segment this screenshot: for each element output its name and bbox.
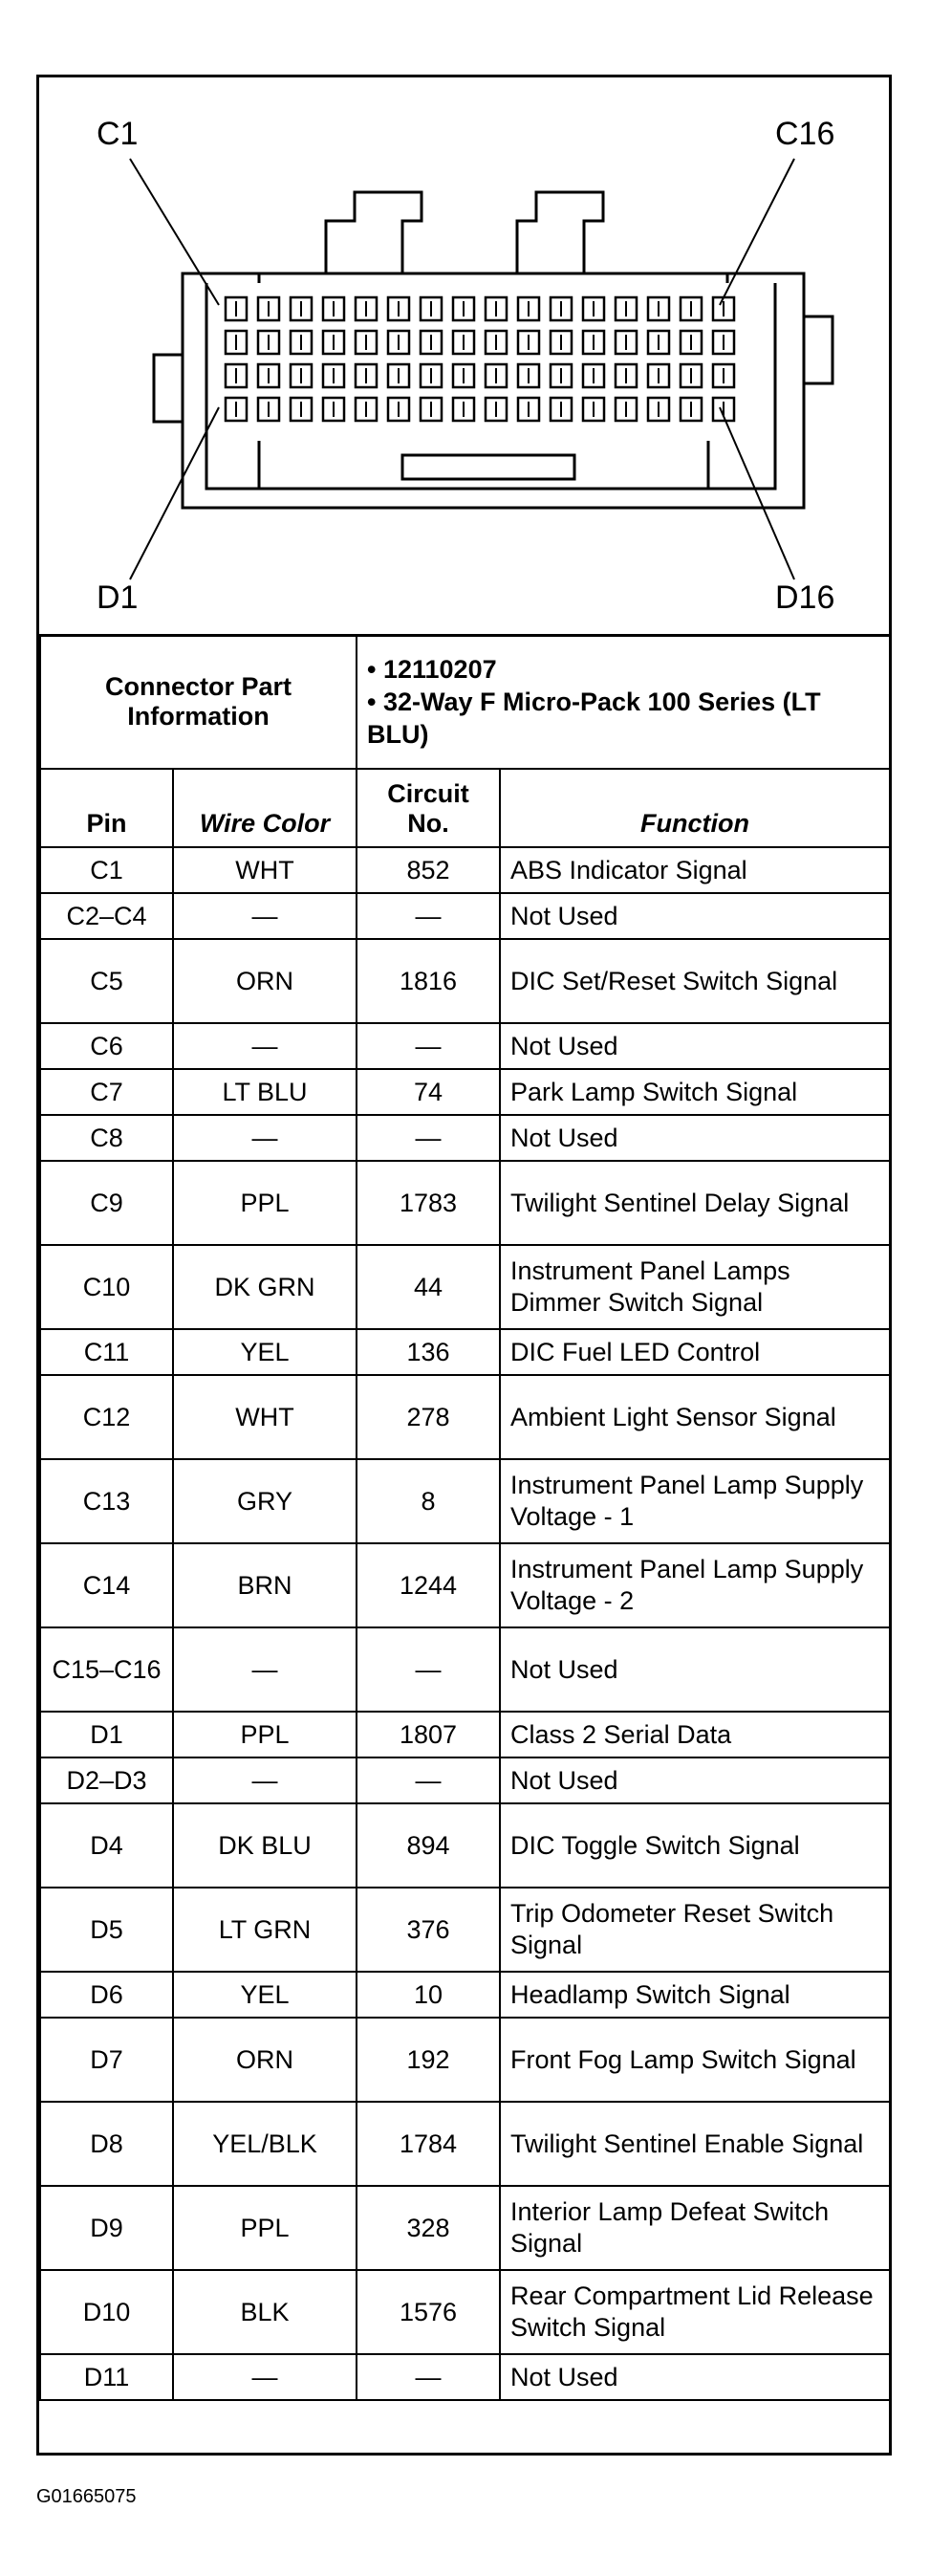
label-d1: D1 — [97, 579, 139, 616]
table-row — [40, 1329, 890, 1375]
pin-cell: D8 — [40, 2102, 173, 2186]
circuit-cell: 192 — [357, 2018, 500, 2102]
table-row — [40, 1712, 890, 1757]
wire-color-cell: YEL — [173, 1329, 357, 1375]
wire-color-cell: — — [173, 2354, 357, 2400]
circuit-cell: — — [357, 1115, 500, 1161]
table-row — [40, 2186, 890, 2270]
table-row — [40, 2354, 890, 2400]
table-row — [40, 847, 890, 893]
pin-cell: D9 — [40, 2186, 173, 2270]
pin-cell: C9 — [40, 1161, 173, 1245]
function-cell: Instrument Panel Lamps Dimmer Switch Signal — [500, 1245, 890, 1329]
table-row — [40, 1245, 890, 1329]
function-cell: Class 2 Serial Data — [500, 1712, 890, 1757]
table-row — [40, 1888, 890, 1972]
label-c16: C16 — [775, 116, 835, 152]
function-cell: Not Used — [500, 1757, 890, 1803]
function-cell: Rear Compartment Lid Release Switch Signal — [500, 2270, 890, 2354]
header-circuit: Circuit No. — [357, 769, 500, 847]
wire-color-cell: GRY — [173, 1459, 357, 1543]
circuit-cell: 1784 — [357, 2102, 500, 2186]
header-row — [40, 769, 890, 847]
circuit-cell: 10 — [357, 1972, 500, 2018]
wire-color-cell: BRN — [173, 1543, 357, 1627]
connector-diagram — [39, 77, 889, 637]
function-cell: Not Used — [500, 1627, 890, 1712]
circuit-cell: 1807 — [357, 1712, 500, 1757]
wire-color-cell: — — [173, 1627, 357, 1712]
function-cell: Twilight Sentinel Delay Signal — [500, 1161, 890, 1245]
wire-color-cell: PPL — [173, 1712, 357, 1757]
circuit-cell: 278 — [357, 1375, 500, 1459]
function-cell: DIC Toggle Switch Signal — [500, 1803, 890, 1888]
wire-color-cell: DK BLU — [173, 1803, 357, 1888]
circuit-cell: — — [357, 1757, 500, 1803]
pin-cell: D7 — [40, 2018, 173, 2102]
table-row — [40, 893, 890, 939]
wire-color-cell: — — [173, 893, 357, 939]
function-cell: Ambient Light Sensor Signal — [500, 1375, 890, 1459]
pin-cell: C12 — [40, 1375, 173, 1459]
wire-color-cell: LT GRN — [173, 1888, 357, 1972]
circuit-cell: 894 — [357, 1803, 500, 1888]
function-cell: ABS Indicator Signal — [500, 847, 890, 893]
function-cell: Twilight Sentinel Enable Signal — [500, 2102, 890, 2186]
circuit-cell: — — [357, 893, 500, 939]
circuit-cell: 8 — [357, 1459, 500, 1543]
table-row — [40, 2270, 890, 2354]
table-row — [40, 1459, 890, 1543]
function-cell: Instrument Panel Lamp Supply Voltage - 1 — [500, 1459, 890, 1543]
function-cell: DIC Set/Reset Switch Signal — [500, 939, 890, 1023]
function-cell: Not Used — [500, 2354, 890, 2400]
wire-color-cell: — — [173, 1115, 357, 1161]
wire-color-cell: ORN — [173, 939, 357, 1023]
circuit-cell: — — [357, 1627, 500, 1712]
circuit-cell: 1244 — [357, 1543, 500, 1627]
wire-color-cell: WHT — [173, 847, 357, 893]
function-cell: Interior Lamp Defeat Switch Signal — [500, 2186, 890, 2270]
pin-rows — [40, 847, 890, 2400]
connector-document — [36, 75, 892, 2456]
connector-info-label: Connector Part Information — [40, 635, 357, 769]
circuit-cell: 376 — [357, 1888, 500, 1972]
wire-color-cell: YEL — [173, 1972, 357, 2018]
table-row — [40, 2018, 890, 2102]
function-cell: Not Used — [500, 1115, 890, 1161]
pin-cell: C15–C16 — [40, 1627, 173, 1712]
circuit-cell: 328 — [357, 2186, 500, 2270]
header-wire-color: Wire Color — [173, 769, 357, 847]
table-row — [40, 1375, 890, 1459]
wire-color-cell: — — [173, 1757, 357, 1803]
pin-cell: C6 — [40, 1023, 173, 1069]
circuit-cell: — — [357, 2354, 500, 2400]
wire-color-cell: BLK — [173, 2270, 357, 2354]
wire-color-cell: DK GRN — [173, 1245, 357, 1329]
pin-cell: D2–D3 — [40, 1757, 173, 1803]
wire-color-cell: WHT — [173, 1375, 357, 1459]
circuit-cell: — — [357, 1023, 500, 1069]
table-row — [40, 1543, 890, 1627]
header-pin: Pin — [40, 769, 173, 847]
part-number: • 12110207 — [367, 655, 497, 684]
wire-color-cell: LT BLU — [173, 1069, 357, 1115]
table-row — [40, 1023, 890, 1069]
circuit-cell: 852 — [357, 847, 500, 893]
connector-info-values — [357, 635, 890, 769]
function-cell: Not Used — [500, 1023, 890, 1069]
label-c1: C1 — [97, 116, 139, 152]
function-cell: DIC Fuel LED Control — [500, 1329, 890, 1375]
table-row — [40, 1627, 890, 1712]
table-row — [40, 2102, 890, 2186]
function-cell: Instrument Panel Lamp Supply Voltage - 2 — [500, 1543, 890, 1627]
pin-cell: C1 — [40, 847, 173, 893]
label-d16: D16 — [775, 579, 835, 616]
connector-info-row — [40, 635, 890, 769]
table-row — [40, 1803, 890, 1888]
table-row — [40, 1069, 890, 1115]
wire-color-cell: PPL — [173, 1161, 357, 1245]
connector-type: • 32-Way F Micro-Pack 100 Series (LT BLU) — [367, 688, 821, 749]
pin-cell: D11 — [40, 2354, 173, 2400]
wire-color-cell: ORN — [173, 2018, 357, 2102]
circuit-cell: 74 — [357, 1069, 500, 1115]
circuit-cell: 44 — [357, 1245, 500, 1329]
table-row — [40, 1161, 890, 1245]
table-row — [40, 1972, 890, 2018]
pin-cell: C5 — [40, 939, 173, 1023]
circuit-cell: 1816 — [357, 939, 500, 1023]
function-cell: Trip Odometer Reset Switch Signal — [500, 1888, 890, 1972]
circuit-cell: 136 — [357, 1329, 500, 1375]
function-cell: Front Fog Lamp Switch Signal — [500, 2018, 890, 2102]
pinout-table — [39, 634, 891, 2401]
table-row — [40, 939, 890, 1023]
figure-code: G01665075 — [36, 2486, 137, 2507]
table-row — [40, 1115, 890, 1161]
circuit-cell: 1783 — [357, 1161, 500, 1245]
pin-cell: C8 — [40, 1115, 173, 1161]
connector-face-drawing — [39, 77, 889, 634]
function-cell: Park Lamp Switch Signal — [500, 1069, 890, 1115]
function-cell: Not Used — [500, 893, 890, 939]
wire-color-cell: YEL/BLK — [173, 2102, 357, 2186]
table-row — [40, 1757, 890, 1803]
pin-cell: C11 — [40, 1329, 173, 1375]
pin-cell: D4 — [40, 1803, 173, 1888]
pin-cell: D10 — [40, 2270, 173, 2354]
pin-cell: C10 — [40, 1245, 173, 1329]
pin-cell: C2–C4 — [40, 893, 173, 939]
pin-cell: C14 — [40, 1543, 173, 1627]
function-cell: Headlamp Switch Signal — [500, 1972, 890, 2018]
wire-color-cell: PPL — [173, 2186, 357, 2270]
pin-cell: C13 — [40, 1459, 173, 1543]
pin-cell: D6 — [40, 1972, 173, 2018]
header-function: Function — [500, 769, 890, 847]
circuit-cell: 1576 — [357, 2270, 500, 2354]
wire-color-cell: — — [173, 1023, 357, 1069]
pin-cell: D1 — [40, 1712, 173, 1757]
pin-cell: C7 — [40, 1069, 173, 1115]
pin-cell: D5 — [40, 1888, 173, 1972]
